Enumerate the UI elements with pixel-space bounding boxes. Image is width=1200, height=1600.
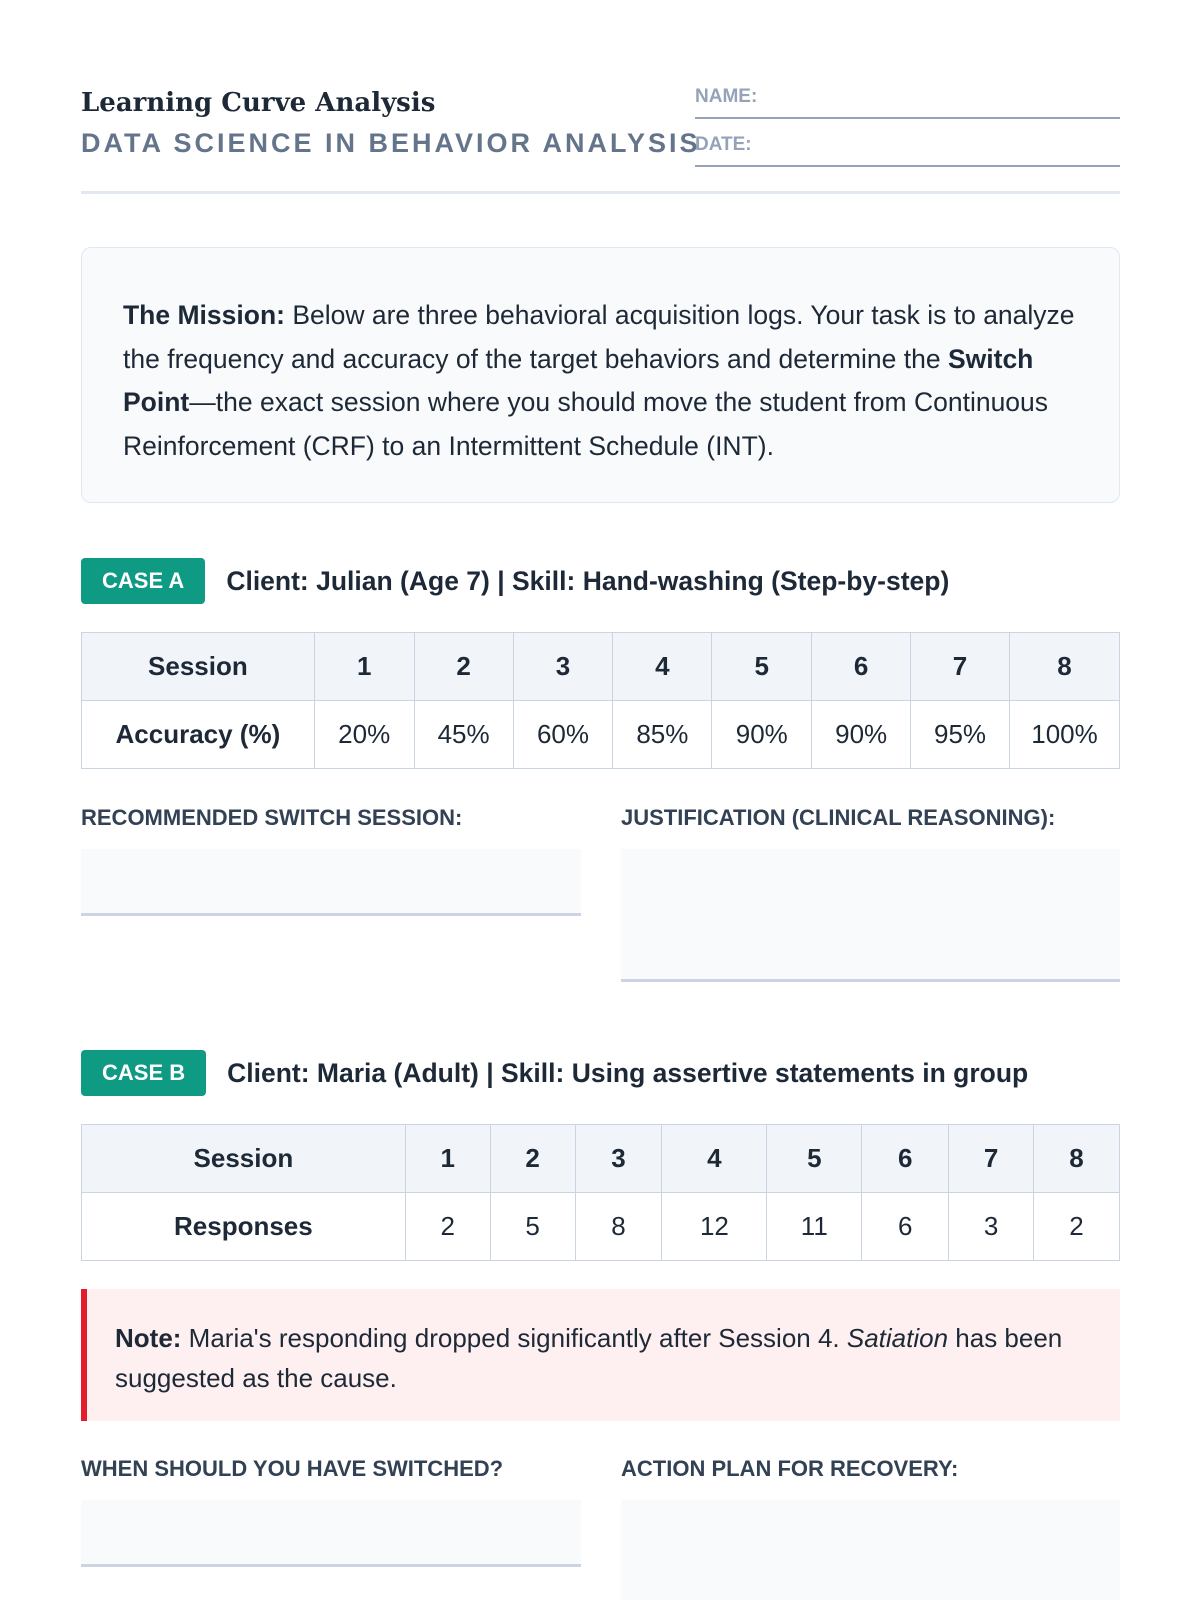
name-field[interactable] (695, 86, 1120, 119)
date-label: DATE: (695, 134, 752, 155)
session-number-cell: 3 (513, 633, 613, 701)
mission-text-2: —the exact session where you should move the student from Continuous Reinforcement (CRF) to an Intermittent Schedule (INT). (123, 387, 1049, 461)
row-label-cell: Responses (82, 1193, 406, 1261)
value-cell: 3 (949, 1193, 1034, 1261)
session-number-cell: 6 (812, 633, 911, 701)
session-number-cell: 7 (949, 1125, 1034, 1193)
value-cell: 12 (662, 1193, 767, 1261)
value-cell: 2 (1034, 1193, 1120, 1261)
date-field[interactable] (695, 134, 1120, 167)
session-number-cell: 4 (613, 633, 712, 701)
table-header-cell: Session (82, 633, 315, 701)
row-label-cell: Accuracy (%) (82, 701, 315, 769)
action-plan-answer[interactable] (621, 1500, 1120, 1600)
value-cell: 95% (911, 701, 1010, 769)
justification-label: JUSTIFICATION (CLINICAL REASONING): (621, 805, 1056, 830)
session-number-cell: 5 (712, 633, 812, 701)
session-number-cell: 2 (490, 1125, 575, 1193)
value-cell: 90% (712, 701, 812, 769)
session-number-cell: 8 (1034, 1125, 1120, 1193)
page-subtitle: DATA SCIENCE IN BEHAVIOR ANALYSIS (81, 128, 701, 158)
when-switched-answer[interactable] (81, 1500, 581, 1567)
switch-session-answer[interactable] (81, 849, 581, 916)
session-number-cell: 6 (862, 1125, 949, 1193)
session-number-cell: 1 (314, 633, 414, 701)
value-cell: 45% (414, 701, 513, 769)
case-a-title: Client: Julian (Age 7) | Skill: Hand-washing (Step-by-step) (226, 565, 950, 596)
case-a-badge: CASE A (81, 558, 205, 604)
action-plan-label: ACTION PLAN FOR RECOVERY: (621, 1456, 959, 1481)
justification-answer[interactable] (621, 849, 1120, 982)
case-b-badge: CASE B (81, 1050, 206, 1096)
note-lead: Note: (115, 1323, 182, 1353)
value-cell: 60% (513, 701, 613, 769)
value-cell: 11 (767, 1193, 862, 1261)
case-b-table (81, 1124, 1120, 1261)
case-a-table (81, 632, 1120, 769)
session-number-cell: 5 (767, 1125, 862, 1193)
page-title: Learning Curve Analysis (81, 88, 436, 118)
when-switched-label: WHEN SHOULD YOU HAVE SWITCHED? (81, 1456, 504, 1481)
case-a-header (81, 558, 949, 604)
session-number-cell: 1 (405, 1125, 490, 1193)
case-a-data-row (82, 701, 1120, 769)
worksheet-header (81, 86, 1120, 194)
value-cell: 100% (1009, 701, 1119, 769)
value-cell: 5 (490, 1193, 575, 1261)
session-number-cell: 2 (414, 633, 513, 701)
satiation-note (81, 1289, 1120, 1421)
mission-emphasis: Switch Point (123, 343, 1034, 417)
value-cell: 20% (314, 701, 414, 769)
session-number-cell: 8 (1009, 633, 1119, 701)
case-b-header-row (82, 1125, 1120, 1193)
value-cell: 2 (405, 1193, 490, 1261)
switch-session-label: RECOMMENDED SWITCH SESSION: (81, 805, 463, 830)
session-number-cell: 7 (911, 633, 1010, 701)
mission-box (81, 247, 1120, 503)
value-cell: 90% (812, 701, 911, 769)
name-label: NAME: (695, 86, 758, 107)
mission-text-1: Below are three behavioral acquisition logs. Your task is to analyze the frequency and accuracy of the target behaviors and determine the (123, 300, 1075, 374)
case-b-data-row (82, 1193, 1120, 1261)
session-number-cell: 3 (575, 1125, 662, 1193)
case-b-header (81, 1050, 1028, 1096)
mission-lead: The Mission: (123, 300, 285, 330)
value-cell: 6 (862, 1193, 949, 1261)
note-text-2: has been suggested as the cause. (115, 1323, 1063, 1393)
case-a-header-row (82, 633, 1120, 701)
table-header-cell: Session (82, 1125, 406, 1193)
value-cell: 8 (575, 1193, 662, 1261)
session-number-cell: 4 (662, 1125, 767, 1193)
case-b-title: Client: Maria (Adult) | Skill: Using assertive statements in group (227, 1057, 1029, 1088)
note-text-1: Maria's responding dropped significantly after Session 4. (181, 1323, 847, 1353)
note-emphasis: Satiation (846, 1323, 949, 1353)
value-cell: 85% (613, 701, 712, 769)
